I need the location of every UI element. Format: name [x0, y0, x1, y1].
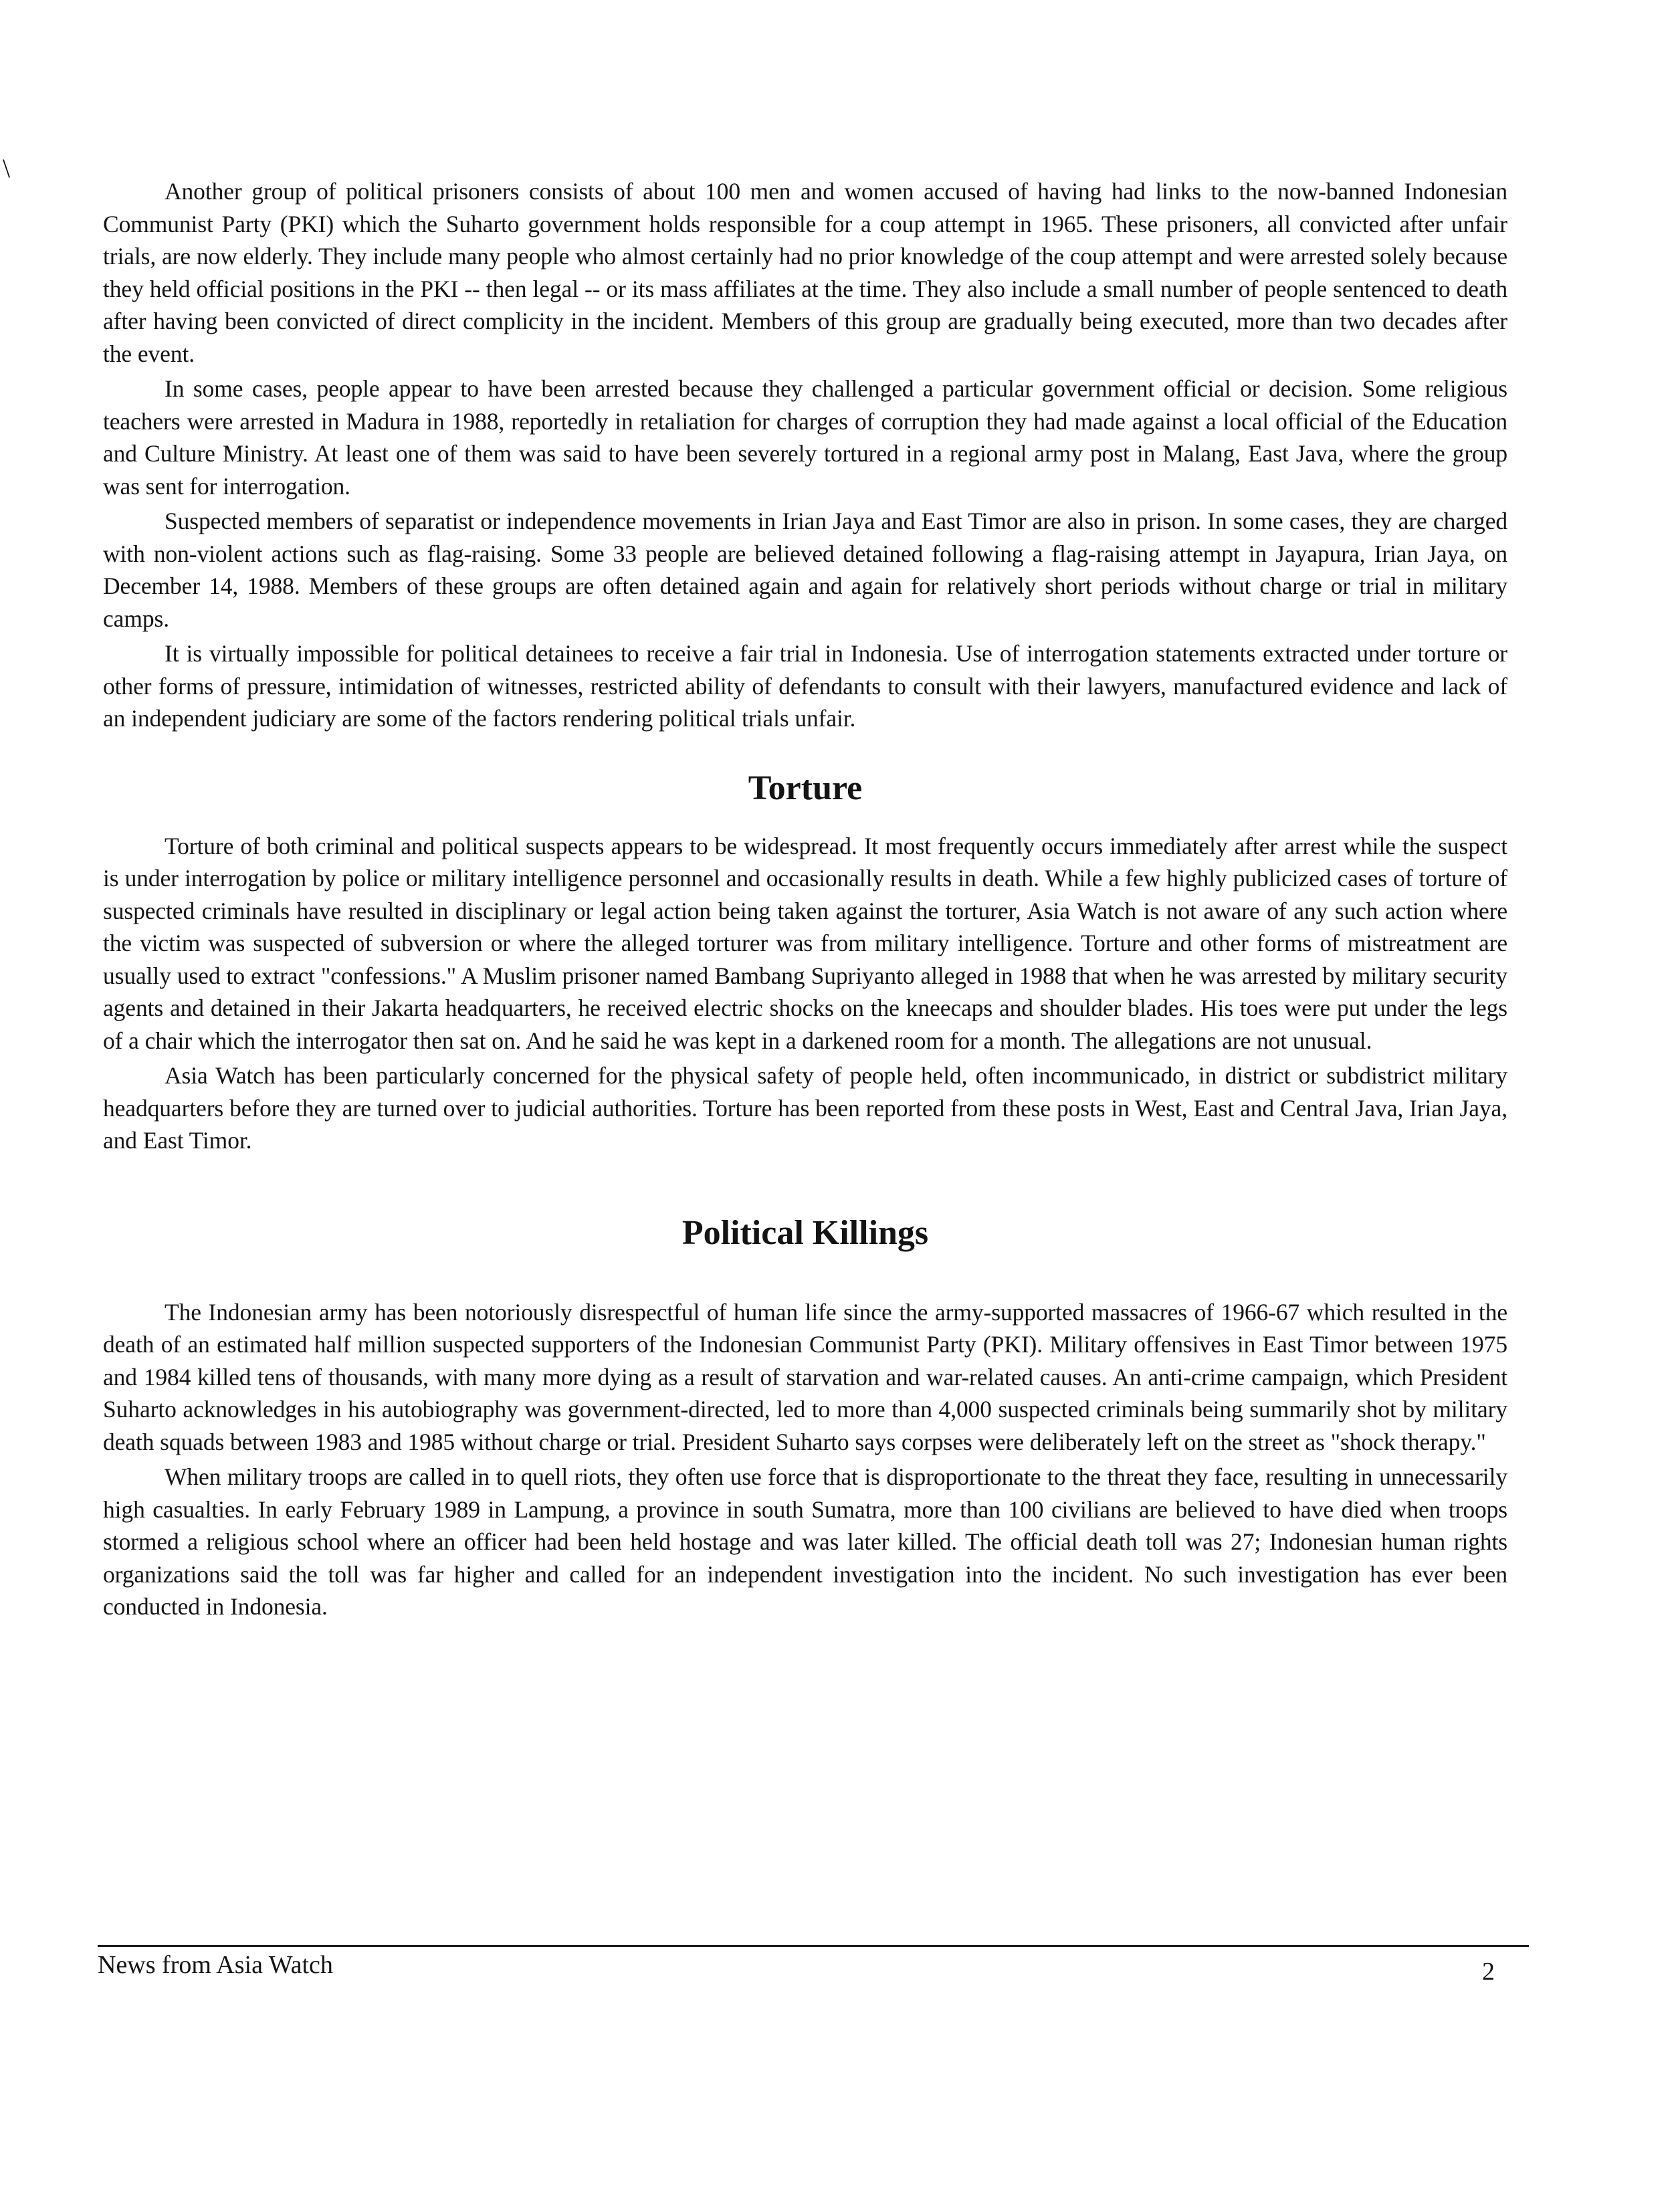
section-heading-torture: Torture	[748, 768, 863, 807]
paragraph: Suspected members of separatist or independence movements in Irian Jaya and East Timor are also in prison. In some cases, they are charged with non-violent actions such as flag-raising. Some 33 people are believed detained following a flag-raising attempt in Jayapura, Irian Jaya, on December 14, 1988. Members of these groups are often detained again and again for relatively short periods without charge or trial in military camps.	[103, 508, 1507, 632]
paragraph: Torture of both criminal and political suspects appears to be widespread. It most frequently occurs immediately after arrest while the suspect is under interrogation by police or military intelligence personnel and occasionally results in death. While a few highly publicized cases of torture of suspected criminals have resulted in disciplinary or legal action being taken against the torturer, Asia Watch is not aware of any such action where the victim was suspected of subversion or where the alleged torturer was from military intelligence. Torture and other forms of mistreatment are usually used to extract "confessions." A Muslim prisoner named Bambang Supriyanto alleged in 1988 that when he was arrested by military security agents and detained in their Jakarta headquarters, he received electric shocks on the kneecaps and shoulder blades. His toes were put under the legs of a chair which the interrogator then sat on. And he said he was kept in a darkened room for a month. The allegations are not unusual.	[103, 832, 1507, 1054]
paragraph: In some cases, people appear to have been arrested because they challenged a particular government official or decision. Some religious teachers were arrested in Madura in 1988, reportedly in retaliation for charges of corruption they had made against a local official of the Education and Culture Ministry. At least one of them was said to have been severely tortured in a regional army post in Malang, East Java, where the group was sent for interrogation.	[103, 375, 1507, 500]
paragraph: The Indonesian army has been notoriously disrespectful of human life since the army-supported massacres of 1966-67 which resulted in the death of an estimated half million suspected supporters of the Indonesian Communist Party (PKI). Military offensives in East Timor between 1975 and 1984 killed tens of thousands, with many more dying as a result of starvation and war-related causes. An anti-crime campaign, which President Suharto acknowledges in his autobiography was government-directed, led to more than 4,000 suspected criminals being summarily shot by military death squads between 1983 and 1985 without charge or trial. President Suharto says corpses were deliberately left on the street as "shock therapy."	[103, 1298, 1507, 1455]
paragraph: Another group of political prisoners consists of about 100 men and women accused of having had links to the now-banned Indonesian Communist Party (PKI) which the Suharto government holds responsible for a coup attempt in 1965. These prisoners, all convicted after unfair trials, are now elderly. They include many people who almost certainly had no prior knowledge of the coup attempt and were arrested solely because they held official positions in the PKI -- then legal -- or its mass affiliates at the time. They also include a small number of people sentenced to death after having been convicted of direct complicity in the incident. Members of this group are gradually being executed, more than two decades after the event.	[103, 178, 1507, 367]
page-body	[103, 175, 1507, 1623]
page-number: 2	[1482, 1958, 1495, 1986]
paragraph: It is virtually impossible for political detainees to receive a fair trial in Indonesia. Use of interrogation statements extracted under torture or other forms of pressure, intimidation of witnesses, restricted ability of defendants to consult with their lawyers, manufactured evidence and lack of an independent judiciary are some of the factors rendering political trials unfair.	[103, 640, 1507, 732]
footer-divider	[98, 1945, 1529, 1947]
footer-publication: News from Asia Watch	[98, 1951, 333, 1979]
paragraph: Asia Watch has been particularly concerned for the physical safety of people held, often incommunicado, in district or subdistrict military headquarters before they are turned over to judicial authorities. Torture has been reported from these posts in West, East and Central Java, Irian Jaya, and East Timor.	[103, 1062, 1507, 1154]
paragraph: When military troops are called in to quell riots, they often use force that is disproportionate to the threat they face, resulting in unnecessarily high casualties. In early February 1989 in Lampung, a province in south Sumatra, more than 100 civilians are believed to have died when troops stormed a religious school where an officer had been held hostage and was later killed. The official death toll was 27; Indonesian human rights organizations said the toll was far higher and called for an independent investigation into the incident. No such investigation has ever been conducted in Indonesia.	[103, 1463, 1507, 1620]
torture-section	[103, 767, 1507, 1157]
section-heading-political-killings: Political Killings	[681, 1213, 929, 1252]
political-killings-section	[103, 1212, 1507, 1623]
margin-mark: \	[3, 153, 11, 183]
political-prisoners-section	[103, 175, 1507, 735]
